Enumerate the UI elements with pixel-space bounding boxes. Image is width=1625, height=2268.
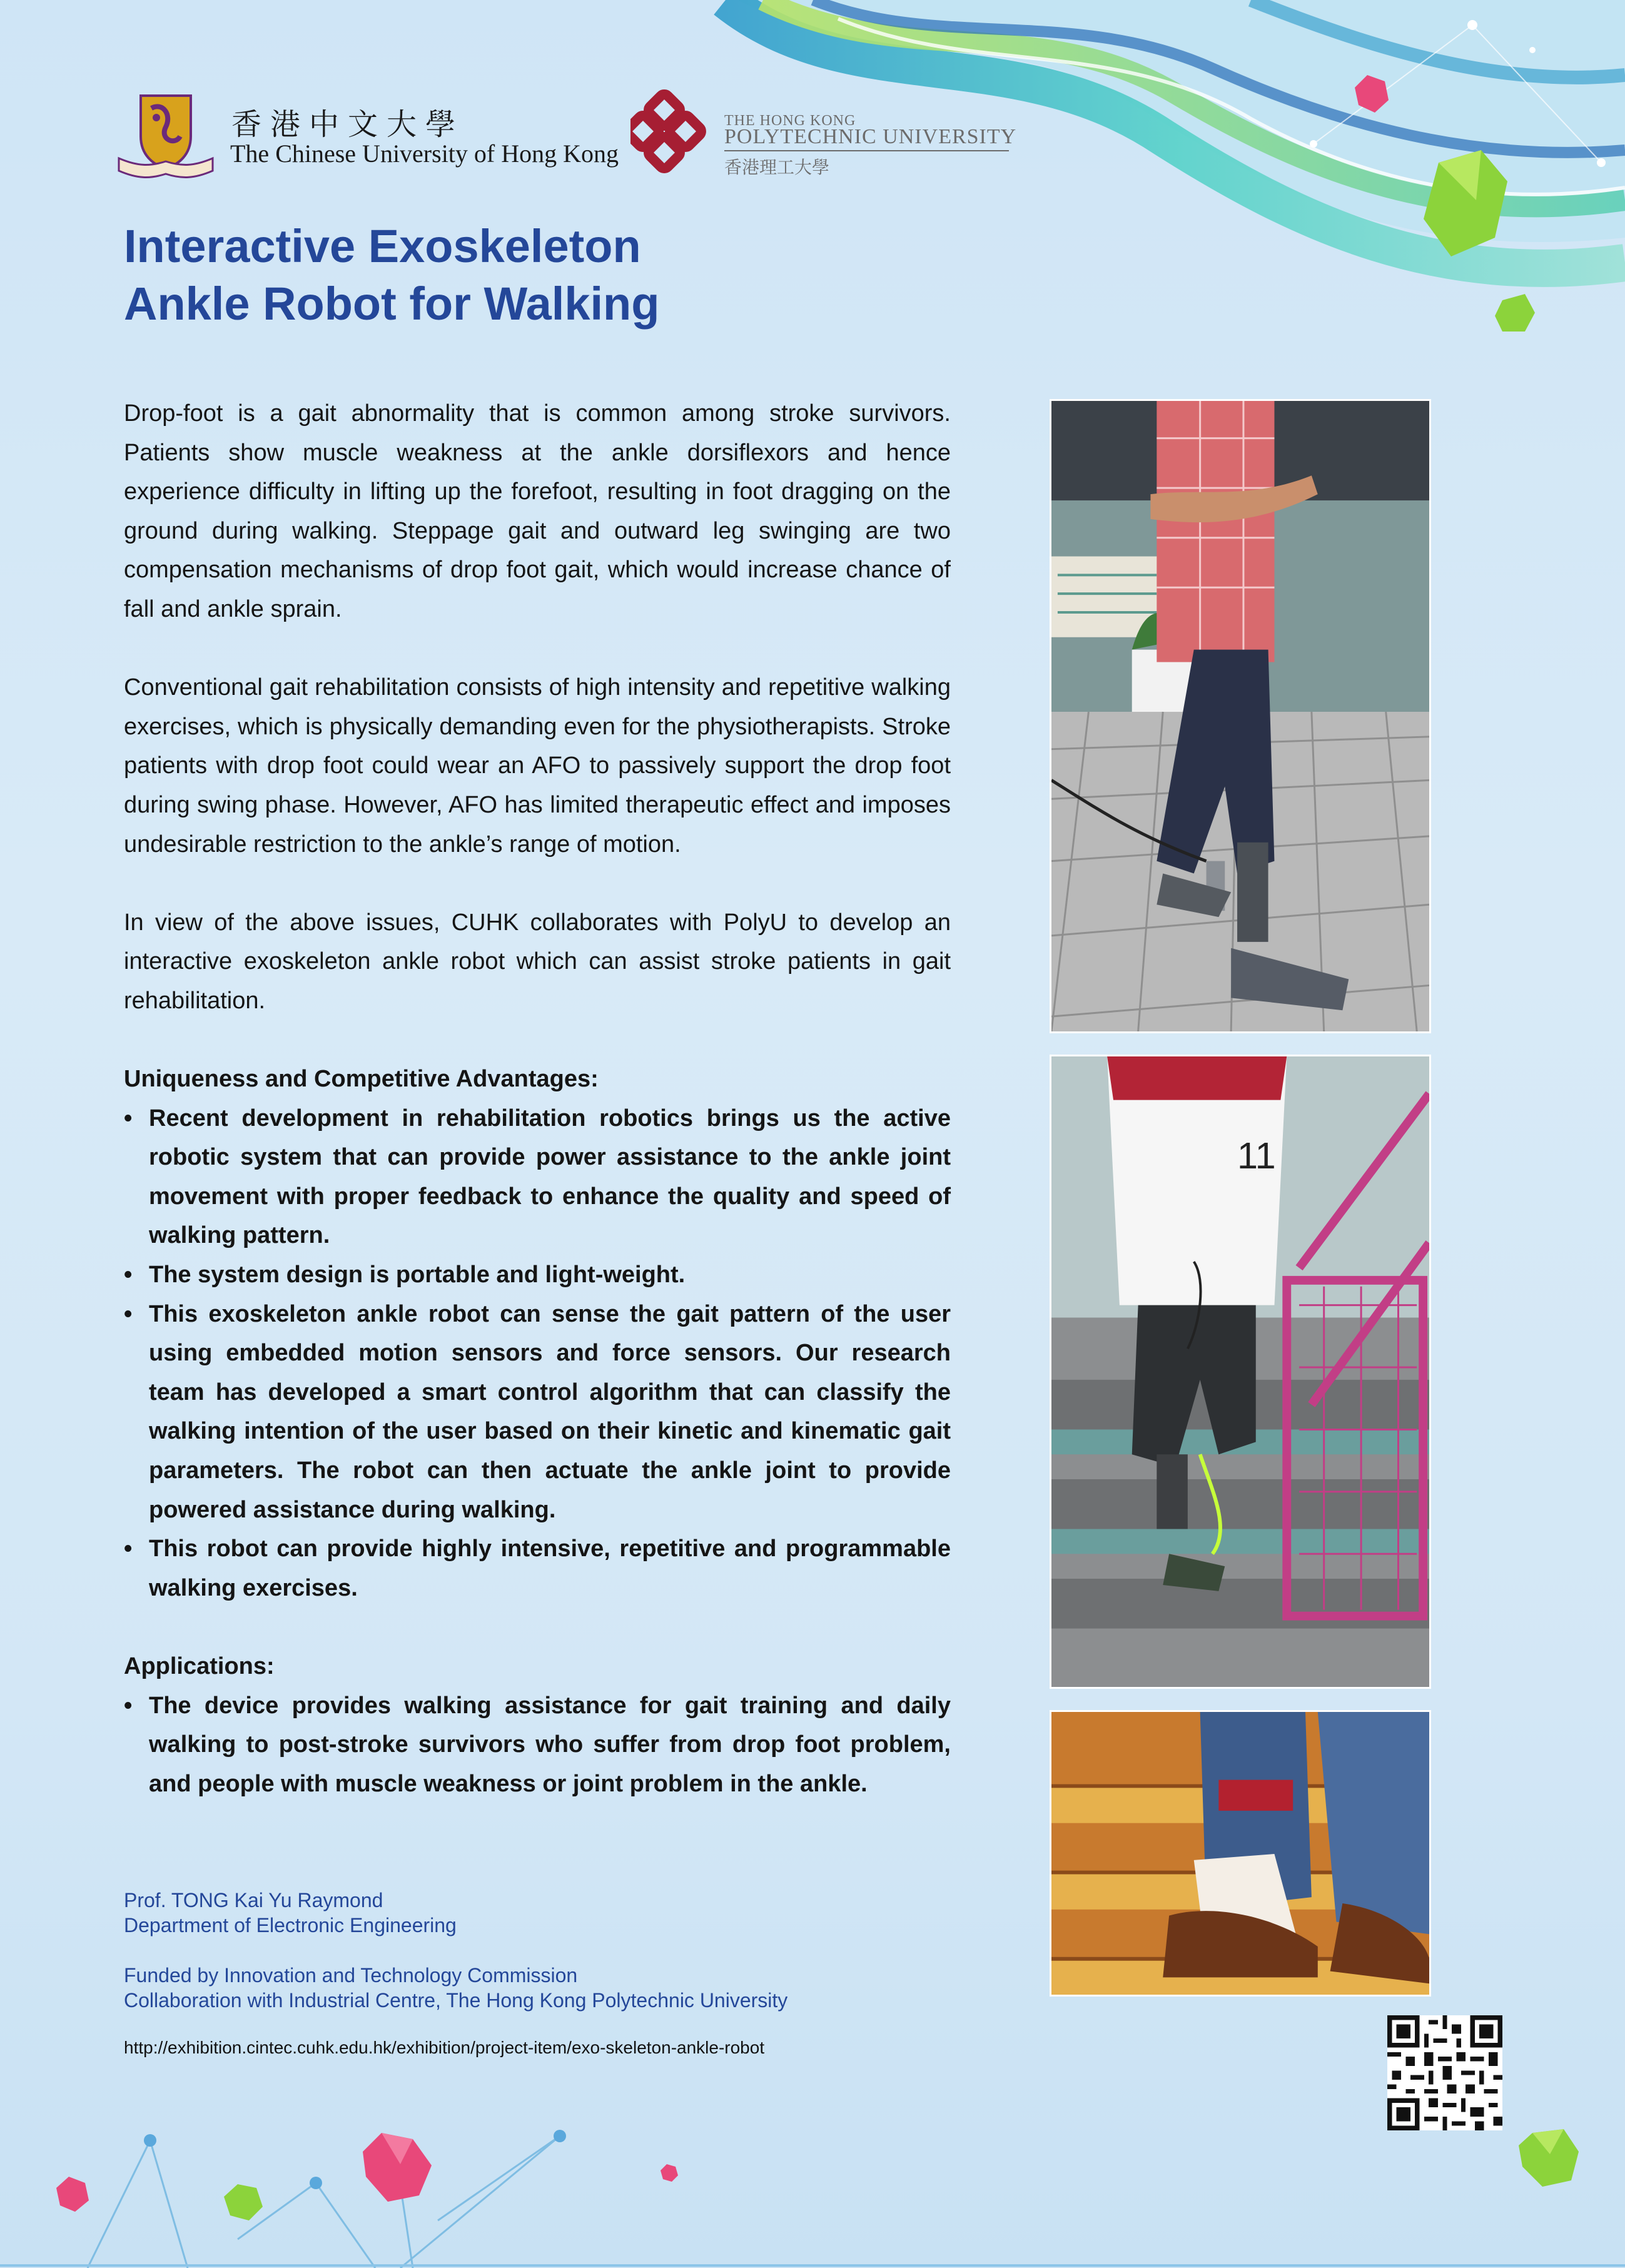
qr-code[interactable] xyxy=(1387,2015,1502,2130)
credit-funding: Funded by Innovation and Technology Commission xyxy=(124,1964,578,1987)
applications-heading: Applications: xyxy=(124,1653,275,1679)
list-item: • This exoskeleton ankle robot can sense the gait pattern of the user using embedded motion sensors and force sensors. Our research team has developed a smart control algorithm that can classify the walking intention of the user based on their kinetic and kinematic gait parameters. The robot can then actuate the ankle joint to provide powered assistance during walking. xyxy=(124,1295,951,1530)
cuhk-name-english: The Chinese University of Hong Kong xyxy=(230,139,619,168)
photo-walking-stairs xyxy=(1050,1055,1431,1689)
list-item: • The system design is portable and light-weight. xyxy=(124,1255,951,1295)
cuhk-name-chinese: 香港中文大學 xyxy=(231,107,465,142)
list-item: • Recent development in rehabilitation robotics brings us the active robotic system that can provide power assistance to the ankle joint movement with proper feedback to enhance the quality and speed of walking pattern. xyxy=(124,1099,951,1255)
poster-title xyxy=(124,218,659,333)
project-url-link[interactable]: http://exhibition.cintec.cuhk.edu.hk/exhibition/project-item/exo-skeleton-ankle-robot xyxy=(124,2038,765,2057)
photo-ankle-device-closeup xyxy=(1050,1710,1431,1997)
credit-professor: Prof. TONG Kai Yu Raymond xyxy=(124,1889,383,1911)
applications-list xyxy=(124,1686,951,1804)
decorative-bottom-network xyxy=(0,2114,1625,2268)
svg-text:11: 11 xyxy=(1237,1134,1276,1177)
list-item: • The device provides walking assistance for gait training and daily walking to post-stroke survivors who suffer from drop foot problem, and people with muscle weakness or joint problem in the ankle. xyxy=(124,1686,951,1804)
advantages-heading: Uniqueness and Competitive Advantages: xyxy=(124,1066,599,1093)
paragraph-conventional-rehab: Conventional gait rehabilitation consists of high intensity and repetitive walking exercises, which is physically demanding even for the physiotherapists. Stroke patients with drop foot could wear an AFO to passively support the drop foot during swing phase. However, AFO has limited therapeutic effect and imposes undesirable restriction to the ankle’s range of motion. xyxy=(124,674,951,858)
list-item: • This robot can provide highly intensive, repetitive and programmable walking exercises. xyxy=(124,1529,951,1607)
polyu-name-line1: THE HONG KONG xyxy=(724,113,856,129)
polyu-divider xyxy=(724,150,1009,151)
polyu-name-line2: POLYTECHNIC UNIVERSITY xyxy=(724,125,1017,148)
polyu-knot-logo xyxy=(630,89,719,178)
credit-collaboration: Collaboration with Industrial Centre, The Hong Kong Polytechnic University xyxy=(124,1989,788,2012)
polyu-name-chinese: 香港理工大學 xyxy=(724,157,830,178)
advantages-list xyxy=(124,1099,951,1608)
cuhk-crest-logo xyxy=(113,93,219,180)
photo-walking-corridor xyxy=(1050,399,1431,1033)
body-text xyxy=(124,394,951,1843)
paragraph-dropfoot: Drop-foot is a gait abnormality that is common among stroke survivors. Patients show muscle weakness at the ankle dorsiflexors and hence experience difficulty in lifting up the forefoot, resulting in foot dragging on the ground during walking. Steppage gait and outward leg swinging are two compensation mechanisms of drop foot gait, which would increase chance of fall and ankle sprain. xyxy=(124,400,951,622)
title-line-2: Ankle Robot for Walking xyxy=(124,278,660,330)
title-line-1: Interactive Exoskeleton xyxy=(124,220,641,272)
paragraph-collaboration: In view of the above issues, CUHK collaborates with PolyU to develop an interactive exoskeleton ankle robot which can assist stroke patients in gait rehabilitation. xyxy=(124,909,951,1014)
credit-department: Department of Electronic Engineering xyxy=(124,1914,457,1936)
